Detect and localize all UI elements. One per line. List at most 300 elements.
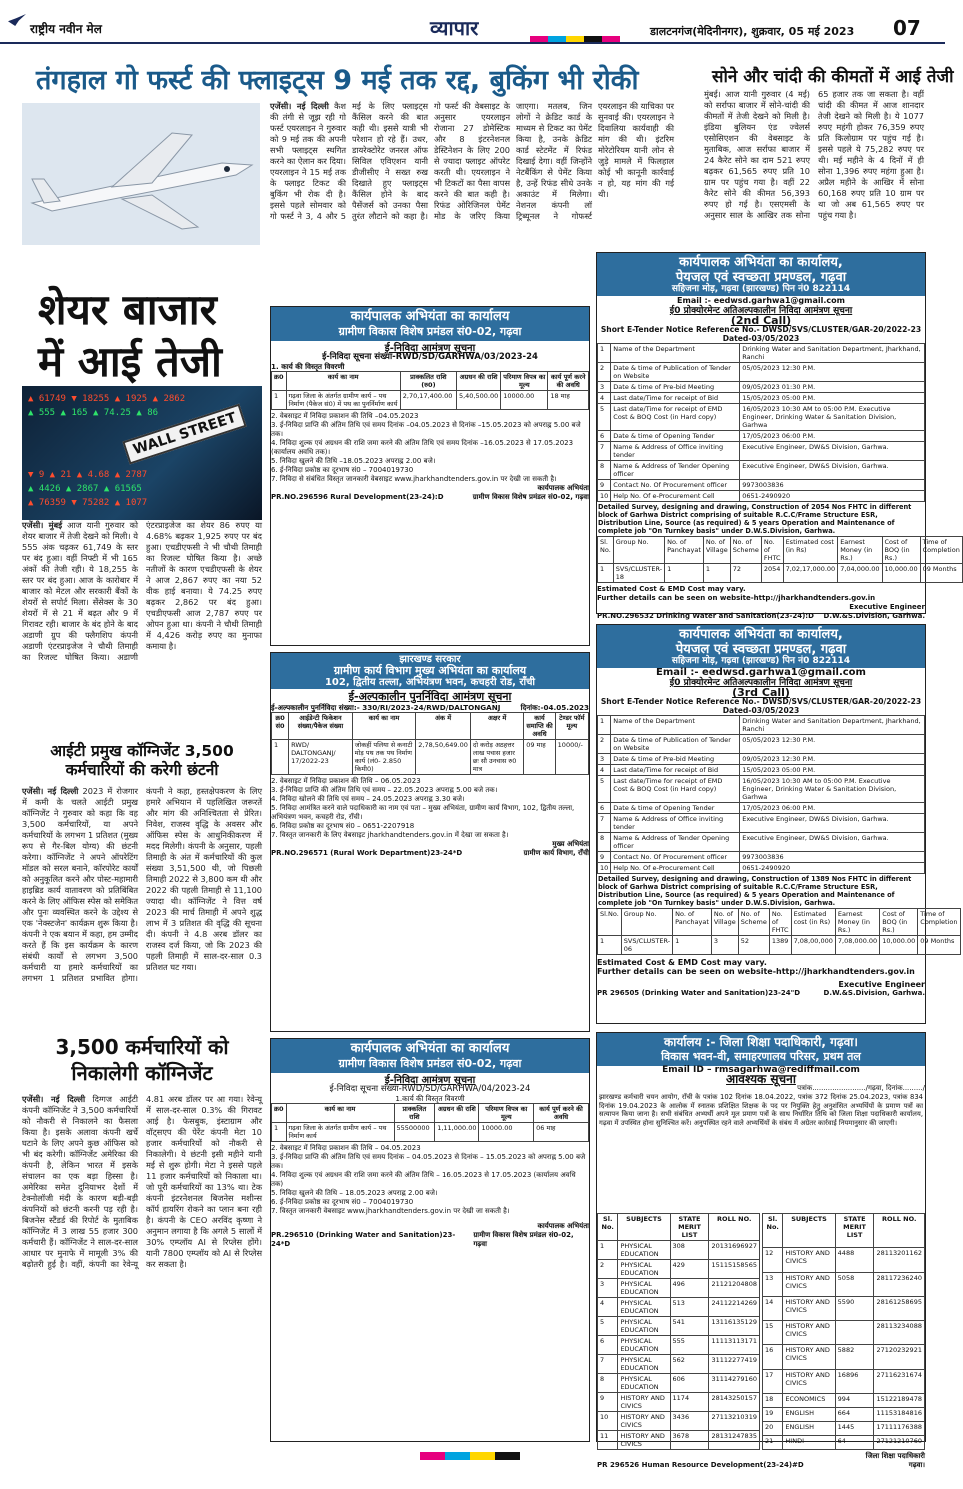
table-cell: Group No. xyxy=(621,909,672,936)
table-cell: HISTORY AND CIVICS xyxy=(783,1248,835,1272)
table-cell: 5 xyxy=(598,776,611,803)
table-row xyxy=(598,442,925,461)
ranchi-ref-date: दिनांक:-04.05.2023 xyxy=(520,703,589,712)
ranchi-dept: ग्रामीण कार्य विभाग मुख्य अभियंता का कार्यालय xyxy=(333,664,527,677)
table-cell: 18 माह xyxy=(548,391,589,410)
table-header-cell: परिमाण विपत्र का मूल्य xyxy=(501,372,548,391)
table-cell: Last date/Time for receipt of EMD Cost & BOQ Cost (in Hard copy) xyxy=(611,404,740,431)
table-row xyxy=(272,1123,589,1142)
table-cell: 429 xyxy=(670,1260,709,1279)
table-cell: Drinking Water and Sanitation Department, Jharkhand, Ranchi xyxy=(740,344,925,363)
rwd1-sign2: ग्रामीण विकास विशेष प्रमंडल सं0-02, गढ़वा xyxy=(472,493,589,501)
dse-office2: विकास भवन-वी, समाहरणालय परिसर, प्रथम तल xyxy=(661,1050,861,1063)
table-row xyxy=(598,852,925,863)
table-cell: ENGLISH xyxy=(783,1421,835,1435)
table-cell: 9973003836 xyxy=(740,480,925,491)
table-cell: 28161258695 xyxy=(874,1296,925,1320)
table-header-cell: SUBJECTS xyxy=(783,1214,835,1248)
table-cell: Help No. Of e-Procurement Cell xyxy=(611,863,740,874)
table-cell: 15 xyxy=(763,1321,783,1345)
table-cell: Name & Address of Tender Opening officer xyxy=(611,461,740,480)
table-cell: 6 xyxy=(598,803,611,814)
table-cell: 2 xyxy=(598,1260,618,1279)
table-cell: 7 xyxy=(598,442,611,461)
table-row xyxy=(598,1317,760,1336)
table-cell: 1 xyxy=(703,564,730,583)
table-cell: 1174 xyxy=(670,1393,709,1412)
table-row xyxy=(763,1407,925,1421)
table-cell: 28113234088 xyxy=(874,1321,925,1345)
table-cell: 09/05/2023 12:30 P.M. xyxy=(740,754,925,765)
dwsd2-pr: PR 296505 (Drinking Water and Sanitation)23-24"D xyxy=(597,989,801,997)
table-row xyxy=(598,936,961,955)
wall-street-sign: WALL STREET xyxy=(122,404,247,465)
table-cell: 8 xyxy=(598,833,611,852)
table-cell: Contact No. Of Procurement officer xyxy=(611,480,740,491)
table-header-cell: STATE MERIT LIST xyxy=(670,1214,709,1241)
dwsd2-sign2: D.W.&S.Division, Garhwa. xyxy=(823,989,925,997)
table-header-row xyxy=(272,1104,589,1123)
table-row xyxy=(272,391,589,410)
share-headline xyxy=(38,284,222,388)
table-cell: 27113210319 xyxy=(709,1412,760,1431)
rwd1-title: ई-निविदा आमंत्रण सूचना xyxy=(384,343,476,354)
airplane-photo xyxy=(22,103,260,245)
table-cell: Date & time of Publication of Tender on Website xyxy=(611,363,740,382)
table-cell: 5,40,500.00 xyxy=(456,391,500,410)
table-cell: SVS/CLUSTER-06 xyxy=(621,936,672,955)
notice-line: 6. ई-निविदा प्रकोष्ठ का दूरभाष सं0 – 7004019730 xyxy=(271,1198,414,1206)
table-cell: 19 xyxy=(763,1407,783,1421)
table-cell: 2,78,50,649.00 xyxy=(416,740,471,775)
table-header-cell: क्र0 सं0 xyxy=(272,713,289,740)
table-cell: 1 xyxy=(272,740,289,775)
table-cell: 20 xyxy=(763,1421,783,1435)
table-cell: 606 xyxy=(670,1374,709,1393)
table-row xyxy=(763,1321,925,1345)
table-cell: 5 xyxy=(598,404,611,431)
rwd2-title: ई-निविदा आमंत्रण सूचना xyxy=(384,1075,476,1086)
dwsd2-dated: Dated-03/05/2023 xyxy=(722,706,800,715)
table-cell: 5590 xyxy=(835,1296,874,1320)
table-cell: 1445 xyxy=(835,1421,874,1435)
table-cell: PHYSICAL EDUCATION xyxy=(618,1279,670,1298)
table-cell: 1,11,000.00 xyxy=(435,1123,479,1142)
table-cell: 7 xyxy=(598,1355,618,1374)
table-cell: 555 xyxy=(670,1336,709,1355)
table-cell: Executive Engineer, DW&S Division, Garhwa. xyxy=(740,833,925,852)
table-cell: Date & time of Opening Tender xyxy=(611,803,740,814)
table-cell: 2 xyxy=(598,735,611,754)
table-cell: HISTORY AND CIVICS xyxy=(618,1431,670,1450)
table-cell: No. of Village xyxy=(703,537,730,564)
table-cell: Date & time of Pre-bid Meeting xyxy=(611,382,740,393)
table-cell: 10,000.00 xyxy=(882,564,920,583)
table-cell: Name & Address of Office inviting tender xyxy=(611,442,740,461)
cognizant1-byline: एजेंसी। नई दिल्ली xyxy=(22,786,79,796)
share-text: आज यानी गुरुवार को शेयर बाजार में तेजी देखने को मिली। ये 555 अंक चढ़कर 61,749 के स्तर पर बंद हुआ। वहीं निफ्टी में भी 165 अंकों की तेजी रही। ये 18,255 के स्तर पर बंद हुआ। आज के कारोबार में बाजार को मेटल और सरकारी बैंकों के शेयरों से सपोर्ट मिला। सेंसेक्स के 30 शेयरों में से 21 में बढ़त और 9 में गिरावट रही। बाजार के बंद होने के बाद अडाणी ग्रुप की फ्लैगशिप कंपनी अडाणी एंटरप्राइजेज ने चौथी तिमाही का रिजल्ट घोषित किया। अडाणी एंटरप्राइजेज का शेयर 86 रुपए या 4.68% बढ़कर 1,925 रुपए पर बंद हुआ। एचडीएफसी ने भी चौथी तिमाही का रिजल्ट घोषित किया है। अच्छे नतीजों के कारण एचडीएफसी के शेयर ने आज 2,867 रुपए का नया 52 वीक हाई बनाया। ये 74.25 रुपए बढ़कर 2,862 पर बंद हुआ। एचडीएफसी आज 2,787 रुपए पर ओपन हुआ था। कंपनी ने चौथी तिमाही में 4,426 करोड़ रुपए का मुनाफा कमाया है। xyxy=(22,520,262,662)
table-header-cell: STATE MERIT LIST xyxy=(835,1214,874,1248)
table-cell: 3 xyxy=(711,936,738,955)
table-cell: 09 Months xyxy=(918,936,960,955)
table-row xyxy=(598,491,925,502)
table-row xyxy=(598,1279,760,1298)
table-cell: Name of the Department xyxy=(611,716,740,735)
dwsd2-note1: Estimated Cost & EMD Cost may vary. xyxy=(597,958,767,967)
table-cell: 20131696927 xyxy=(709,1241,760,1260)
dwsd2-call: (3rd Call) xyxy=(732,686,790,699)
table-cell: PHYSICAL EDUCATION xyxy=(618,1317,670,1336)
table-header-cell: कार्य पूर्ण करने की अवधि xyxy=(548,372,589,391)
table-cell: 0651-2490920 xyxy=(740,491,925,502)
table-cell: Cost of BOQ (in Rs.) xyxy=(882,537,920,564)
table-cell: 1 xyxy=(598,344,611,363)
table-header-cell: SUBJECTS xyxy=(618,1214,670,1241)
rwd2-office: कार्यपालक अभियंता का कार्यालय xyxy=(350,1041,510,1056)
table-row xyxy=(598,344,925,363)
cognizant2-text: दिग्गज आईटी कंपनी कॉग्निजेंट ने 3,500 कर्मचारियों को नौकरी से निकालने का फैसला किया है। इसके अलावा कंपनी खर्चे घटाने के लिए अपने कुछ ऑफिस को भी बंद करेगी। कॉग्निजेंट अमेरिका की कंपनी है, लेकिन भारत में इसके संचालन का एक बड़ा हिस्सा है। अमेरिका समेत दुनियाभर देशों में टेक्नोलॉजी मंदी के कारण बड़ी-बड़ी कंपनियों को छंटनी करनी पड़ रही है। बिजनेस स्टैंडर्ड की रिपोर्ट के मुताबिक कॉग्निजेंट में 3 लाख 55 हजार 300 कर्मचारी हैं। कॉग्निजेंट ने साल-दर-साल आधार पर मुनाफे में मामूली 3% की बढ़ोतरी हुई है। वहीं, कंपनी का रेवेन्यू 4.81 अरब डॉलर पर आ गया। रेवेन्यू में साल-दर-साल 0.3% की गिरावट आई है। फेसबुक, इंस्टाग्राम और वॉट्सएप की पेरेंट कंपनी मेटा 10 हजार कर्मचारियों को नौकरी से निकालेगी। ये छंटनी इसी महीने यानी मई से शुरू होगी। मेटा ने इससे पहले 11 हजार कर्मचारियों को निकाला था। जो पूरी कर्मचारियों का 13% था। टेक कंपनी इंटरनेशनल बिजनेस मशीन्स कॉर्प हायरिंग रोकने का प्लान बना रही है। कंपनी के CEO अरविंद कृष्णा ने अनुमान लगाया है कि अगले 5 सालों में 30% एम्प्लॉय AI से रिप्लेस होंगे। यानी 7800 एम्प्लॉय को AI से रिप्लेस कर सकता है। xyxy=(22,1094,262,1269)
table-cell: 5882 xyxy=(835,1345,874,1369)
table-row xyxy=(763,1248,925,1272)
cognizant1-text: 2023 में रोजगार में कमी के चलते आईटी प्रमुख कॉग्निजेंट ने गुरुवार को कहा कि वह 3,500 कर्मचारियों, या अपने कर्मचारियों के लगभग 1 प्रतिशत (मुख्य रूप से गैर-बिल योग्य) की छंटनी करेगा। कॉग्निजेंट ने अपने ऑपरेटिंग मॉडल को सरल बनाने, कॉरपोरेट कार्यों को अनुकूलित करने और पोस्ट-महामारी हाइब्रिड कार्य वातावरण को प्रतिबिंबित करने के लिए ऑफिस स्पेस को समेकित और पुनः व्यवस्थित करने के उद्देश्य से एक 'नेक्स्टजेन' कार्यक्रम शुरू किया है। कंपनी ने एक बयान में कहा, हम उम्मीद करते हैं कि इस कार्यक्रम के कारण संबंधी कार्यों से लगभग 3,500 कर्मचारी या हमारे कर्मचारियों का लगभग 1 प्रतिशत प्रभावित होगा। कंपनी ने कहा, हस्तक्षेपकरण के लिए हमारे अभियान में पहलिखित जरूरतें और मांग की अनिश्चितता से प्रेरित। निवेश, राजस्व वृद्धि के अवसर और ऑफिस स्पेस के आधुनिकीकरण में मदद मिलेगी। कंपनी के अनुसार, पहली तिमाही के अंत में कर्मचारियों की कुल संख्या 3,51,500 थी, जो पिछली तिमाही 2022 से 3,800 कम थी और 2022 की पहली तिमाही से 11,100 ज्यादा थी। कॉग्निजेंट ने वित्त वर्ष 2023 की मार्च तिमाही में अपने शुद्ध लाभ में 3 प्रतिशत की वृद्धि की सूचना दी। कंपनी ने 4.8 अरब डॉलर का राजस्व दर्ज किया, जो कि 2023 की पहली तिमाही में साल-दर-साल 0.3 प्रतिशत घट गया। xyxy=(22,786,262,983)
ranchi-sign: मुख्य अभियंता xyxy=(552,840,589,848)
rwd1-work-heading: 1. कार्य की विस्तृत विवरणी xyxy=(271,362,345,371)
table-cell: 05/05/2023 12:30 P.M. xyxy=(740,735,925,754)
table-cell: 09 Months xyxy=(920,564,962,583)
dwsd1-note2: Further details can be seen on website-http://jharkhandtenders.gov.in xyxy=(597,594,876,602)
notice-line: 3. ई-निविदा प्राप्ति की अंतिम तिथि एवं समय दिनांक –04.05.2023 से दिनांक –15.05.2023 को अपराह्न 5.00 बजे तक। xyxy=(271,421,581,438)
table-cell: 9973003836 xyxy=(740,852,925,863)
table-cell: 10,000.00 xyxy=(880,936,918,955)
table-cell: 7 xyxy=(598,814,611,833)
table-cell: 31114279160 xyxy=(709,1374,760,1393)
table-cell: 2054 xyxy=(761,564,783,583)
table-cell: 27116231674 xyxy=(874,1369,925,1393)
table-cell: 3 xyxy=(598,1279,618,1298)
dwsd2-work-table xyxy=(597,908,961,955)
dwsd2-hindi-title: ई0 प्रोक्योरमेन्ट अतिअल्पकालीन निविदा आमंत्रण सूचना xyxy=(669,678,853,688)
notice-line: 6. ई-निविदा प्रकोष्ठ का दूरभाष सं0 – 7004019730 xyxy=(271,466,414,474)
table-cell: 8 xyxy=(598,1374,618,1393)
table-cell: Sl. No. xyxy=(598,537,614,564)
rwd2-ref: ई-निविदा सूचना संख्या-RWD/SD/GARHWA/04/2023-24 xyxy=(329,1084,531,1094)
table-row xyxy=(763,1435,925,1449)
rwd1-office2: ग्रामीण विकास विशेष प्रमंडल सं0-02, गढ़वा xyxy=(338,325,522,338)
rwd2-sign2: ग्रामीण विकास विशेष प्रमंडल सं0-02, गढ़वा xyxy=(473,1231,574,1248)
table-cell: 05/05/2023 12:30 P.M. xyxy=(740,363,925,382)
rwd2-work-table xyxy=(271,1103,589,1142)
table-cell: 14 xyxy=(763,1296,783,1320)
table-cell: Group No. xyxy=(613,537,664,564)
table-header-cell: ROLL NO. xyxy=(709,1214,760,1241)
table-cell: HINDI xyxy=(783,1435,835,1449)
table-row xyxy=(598,1374,760,1393)
table-cell: HISTORY AND CIVICS xyxy=(783,1272,835,1296)
table-cell: दो करोड़ अठहत्तर लाख पचास हजार छः सौ उनचास रु0 मात्र xyxy=(470,740,523,775)
notice-line: 5. निविदा खुलने की तिथि – 18.05.2023 अपराह्न 2.00 बजे। xyxy=(271,1189,438,1197)
table-cell: 8 xyxy=(598,461,611,480)
table-cell: Earnest Money (in Rs.) xyxy=(838,537,882,564)
table-cell: 72 xyxy=(730,564,761,583)
table-row xyxy=(598,803,925,814)
rwd1-ref: ई-निविदा सूचना संख्या-RWD/SD/GARHWA/03/2023-24 xyxy=(322,352,538,362)
table-cell: 11 xyxy=(598,1431,618,1450)
color-registration-bar xyxy=(530,36,620,42)
dse-sign: जिला शिक्षा पदाधिकारी xyxy=(865,1452,925,1460)
dwsd1-office: कार्यपालक अभियंता का कार्यालय, xyxy=(679,255,843,270)
dwsd2-address: सहिजना मोड़, गढ़वा (झारखण्ड) पिन नं0 822114 xyxy=(671,656,851,666)
table-row xyxy=(598,1431,760,1450)
table-row xyxy=(763,1296,925,1320)
table-header-cell: अग्रधन की राशि xyxy=(435,1104,479,1123)
rwd1-office: कार्यपालक अभियंता का कार्यालय xyxy=(350,309,510,324)
table-row xyxy=(272,740,589,775)
table-cell: HISTORY AND CIVICS xyxy=(618,1393,670,1412)
cognizant1-headline: आईटी प्रमुख कॉग्निजेंट 3,500 कर्मचारियों की करेगी छंटनी xyxy=(50,742,234,779)
dwsd2-work: Detailed Survey, designing and drawing, Construction of 1389 Nos FHTC in different block of Garhwa District comprising of suitable R.C.C/Frame Structure ESR, Distribution Line, Source (as required) & 5 years Operation and Maintenance of complete job "On Turnkey basis" under D.W.S.Division, Garhwa. xyxy=(598,875,912,907)
notice-line: 5. निविदा खुलने की तिथि –18.05.2023 अपराह्न 2.00 बजे। xyxy=(271,457,436,465)
table-row xyxy=(598,431,925,442)
table-header-cell: आईडेन्टी फिकेशन संख्या/पैकेज संख्या xyxy=(289,713,353,740)
table-cell: Estimated cost (in Rs) xyxy=(783,537,838,564)
dwsd1-sign2: D.W.&S.Division, Garhwa. xyxy=(823,612,925,620)
table-row xyxy=(598,393,925,404)
table-cell: HISTORY AND CIVICS xyxy=(783,1321,835,1345)
dwsd1-email: Email :- eedwsd.garhwa1@gmail.com xyxy=(677,296,845,305)
table-cell: 11153184816 xyxy=(874,1407,925,1421)
dwsd2-ref: Short E-Tender Notice Reference No.- DWSD/SVS/CLUSTER/GAR-20/2022-23 xyxy=(600,697,922,706)
table-cell: 64 xyxy=(835,1435,874,1449)
table-cell: 10000/- xyxy=(555,740,588,775)
table-cell: 2,70,17,400.00 xyxy=(400,391,456,410)
cognizant2-headline: 3,500 कर्मचारियों को निकालेगी कॉग्निजेंट xyxy=(55,1035,229,1085)
table-row xyxy=(598,1298,760,1317)
table-cell: Name of the Department xyxy=(611,344,740,363)
table-row xyxy=(598,833,925,852)
ranchi-govt: झारखण्ड सरकार xyxy=(399,654,461,665)
table-header-cell: प्राक्कलित राशि xyxy=(394,1104,435,1123)
rwd2-work-heading: 1.कार्य की विस्तृत विवरणी xyxy=(395,1094,465,1103)
table-row xyxy=(598,735,925,754)
table-header-cell: कार्य समाप्ति की अवधि xyxy=(524,713,555,740)
notice-line: 7. विस्तृत जानकारी के लिए वेबसाइट jharkhandtenders.gov.in में देखा जा सकता है। xyxy=(271,831,509,839)
table-header-row xyxy=(272,372,589,391)
table-cell: 31112277419 xyxy=(709,1355,760,1374)
table-row xyxy=(598,461,925,480)
table-row xyxy=(598,765,925,776)
table-cell: Time of Completion xyxy=(920,537,962,564)
table-cell: 10000.00 xyxy=(479,1123,534,1142)
table-cell: No. of Scheme xyxy=(738,909,769,936)
table-cell: 6 xyxy=(598,1336,618,1355)
stock-board-photo: ▲ 61749 ▼ 18255 ▲ 1925 ▲ 2862 ▲ 555 ▲ 165 ▲ 74.25 ▲ 86 ▼ 9 ▲ 21 ▲ 4.68 ▲ 2787 ▲ 4426 ▲ 2867 ▲ 61565 ▲ 76359 ▼ 75282 ▲ 1077 WALL STREET xyxy=(22,386,262,520)
table-cell: 1 xyxy=(665,564,704,583)
notice-line: 2. वेबसाइट में निविदा प्रकाशन की तिथि –04.05.2023 xyxy=(271,412,419,420)
table-cell: 28131247835 xyxy=(709,1431,760,1450)
table-cell: Date & time of Pre-bid Meeting xyxy=(611,754,740,765)
table-cell: 4488 xyxy=(835,1248,874,1272)
table-cell: PHYSICAL EDUCATION xyxy=(618,1336,670,1355)
table-header-cell: प्राक्कलित राशि (रु0) xyxy=(400,372,456,391)
table-cell: जोकहीं पलिया से कनाटी मोड़ पथ तक पथ निर्माण कार्य (लं0- 2.850 किमी0) xyxy=(352,740,416,775)
table-cell: No. of Village xyxy=(711,909,738,936)
rwd1-sign: कार्यपालक अभियंता xyxy=(537,484,589,492)
table-cell xyxy=(835,1321,874,1345)
table-cell: 664 xyxy=(835,1407,874,1421)
dwsd1-address: सहिजना मोड़, गढ़वा (झारखण्ड) पिन नं0 822114 xyxy=(671,284,851,294)
lead-byline: एजेंसी। नई दिल्ली xyxy=(270,101,329,111)
table-row xyxy=(598,814,925,833)
table-cell: 17 xyxy=(763,1369,783,1393)
table-cell: Date & time of Opening Tender xyxy=(611,431,740,442)
table-cell: No. of Panchayat xyxy=(673,909,712,936)
cognizant1-body xyxy=(22,786,262,1022)
table-cell: 15115158565 xyxy=(709,1260,760,1279)
table-cell: Sl.No. xyxy=(598,909,622,936)
table-row xyxy=(598,480,925,491)
share-byline: एजेंसी। मुंबई xyxy=(22,520,63,530)
rwd1-notes xyxy=(271,412,589,484)
table-cell: RWD/ DALTONGANJ/ 17/2022-23 xyxy=(289,740,353,775)
table-cell: 10 xyxy=(598,1412,618,1431)
table-cell: No. of Panchayat xyxy=(665,537,704,564)
dse-text: झारखण्ड कर्मचारी चयन आयोग, राँची के पत्रांक 102 दिनांक 18.04.2022, पत्रांक 372 दिनांक 25.04.2023, पत्रांक 834 दिनांक 19.04.2023 के आलोक में स्नातक प्रशिक्षित शिक्षक के पद पर नियुक्ति हेतु अनुशंसित अभ्यर्थियों के प्रमाण पत्रों का सत्यापन किया जाना है। सभी संबंधित अभ्यर्थी अपने मूल प्रमाण पत्रों के साथ निर्धारित तिथि को जिला शिक्षा पदाधिकारी कार्यालय, गढ़वा में उपस्थित होना सुनिश्चित करें। अनुपस्थित रहने वाले अभ्यर्थियों के संबंध में अग्रेतर कार्रवाई नियमानुसार की जाएगी। xyxy=(599,1093,923,1127)
table-cell: SVS/CLUSTER-18 xyxy=(613,564,664,583)
gold-headline: सोने और चांदी की कीमतों में आई तेजी xyxy=(712,67,954,87)
table-cell: Date & time of Publication of Tender on Website xyxy=(611,735,740,754)
rwd2-sign: कार्यपालक अभियंता xyxy=(537,1222,589,1230)
table-cell: 16/05/2023 10:30 AM to 05:00 P.M. Executive Engineer, Drinking Water & Sanitation Division, Garhwa xyxy=(740,776,925,803)
table-cell: Last date/Time for receipt of EMD Cost & BOQ Cost (in Hard copy) xyxy=(611,776,740,803)
section-title: व्यापार xyxy=(430,16,479,40)
rwd2-notes xyxy=(271,1144,589,1216)
table-cell: 1 xyxy=(598,564,614,583)
rwd2-pr: PR.296510 (Drinking Water and Sanitation)23-24*D xyxy=(271,1231,456,1248)
rwd1-work-table xyxy=(271,371,589,410)
table-cell: 10 xyxy=(598,491,611,502)
tender-rwd-ranchi xyxy=(270,652,590,1032)
lead-headline: तंगहाल गो फर्स्ट की फ्लाइट्स 9 मई तक रद्द, बुकिंग भी रोकी xyxy=(36,65,639,96)
table-cell: 27120232921 xyxy=(874,1345,925,1369)
table-cell: ENGLISH xyxy=(783,1407,835,1421)
dwsd1-hindi-title: ई0 प्रोक्योरमेन्ट अतिअल्पकालीन निविदा आमंत्रण सूचना xyxy=(669,306,853,316)
table-cell: 55500000 xyxy=(394,1123,435,1142)
table-row xyxy=(598,537,963,564)
dwsd1-schedule-table xyxy=(597,343,925,502)
table-cell: Contact No. Of Procurement officer xyxy=(611,852,740,863)
table-cell: 5 xyxy=(598,1317,618,1336)
share-headline-l2: में आई तेजी xyxy=(38,337,222,386)
dse-pr: PR 296526 Human Resource Development(23-24)#D xyxy=(597,1461,804,1469)
table-row xyxy=(598,363,925,382)
table-cell: 496 xyxy=(670,1279,709,1298)
notice-line: 3. ई-निविदा प्राप्ति की अंतिम तिथि एवं समय – 22.05.2023 अपराह्न 5.00 बजे तक। xyxy=(271,786,498,794)
table-row xyxy=(598,909,961,936)
table-row xyxy=(598,716,925,735)
table-header-cell: अक्षर में xyxy=(470,713,523,740)
tender-rwd-03 xyxy=(270,306,590,646)
table-cell: 1389 xyxy=(769,936,791,955)
table-cell: 06 माह xyxy=(534,1123,589,1142)
table-row xyxy=(763,1393,925,1407)
table-header-cell: कार्य का नाम xyxy=(286,372,400,391)
table-cell: Estimated cost (in Rs) xyxy=(791,909,835,936)
table-cell: 13 xyxy=(763,1272,783,1296)
table-cell: Last date/Time for receipt of Bid xyxy=(611,765,740,776)
table-cell: Earnest Money (in Rs.) xyxy=(835,909,879,936)
dwsd2-office: कार्यपालक अभियंता का कार्यालय, xyxy=(679,627,843,642)
dwsd2-email: Email :- eedwsd.garhwa1@gmail.com xyxy=(656,667,866,678)
notice-line: 4. निविदा शुल्क एवं अग्रधन की राशि जमा करने की अंतिम तिथि एवं समय दिनांक –16.05.2023 से 17.05.2023 (कार्यालय अवधि तक)। xyxy=(271,439,574,456)
table-cell: 18 xyxy=(763,1393,783,1407)
table-cell: 1 xyxy=(598,716,611,735)
table-cell: 27121210760 xyxy=(874,1435,925,1449)
table-row xyxy=(763,1272,925,1296)
table-cell: 7,04,000.00 xyxy=(838,564,882,583)
table-cell: Executive Engineer, DW&S Division, Garhwa. xyxy=(740,461,925,480)
notice-line: 4. निविदा शुल्क एवं अग्रधन की राशि जमा करने की अंतिम तिथि – 16.05.2023 से 17.05.2023 (कार्यालय अवधि तक) xyxy=(271,1171,576,1188)
dwsd1-office2: पेयजल एवं स्वच्छता प्रमण्डल, गढ़वा xyxy=(675,270,847,285)
tender-dwsd-3rd-call xyxy=(596,624,958,1024)
table-cell: 28117236240 xyxy=(874,1272,925,1296)
notice-line: 4. निविदा खोलने की तिथि एवं समय – 24.05.2023 अपराह्न 3.30 बजे। xyxy=(271,795,465,803)
table-cell: 12 xyxy=(763,1248,783,1272)
table-cell: HISTORY AND CIVICS xyxy=(783,1369,835,1393)
notice-line: 7. निविदा से संबंधित विस्तृत जानकारी वेबसाइट www.jharkhandtenders.gov.in पर देखी जा सकती है। xyxy=(271,475,557,483)
table-cell: 28143250157 xyxy=(709,1393,760,1412)
table-cell: No. of FHTC xyxy=(769,909,791,936)
dwsd1-work-table xyxy=(597,536,963,583)
dwsd2-note2: Further details can be seen on website-http://jharkhandtenders.gov.in xyxy=(597,967,915,976)
dse-title: आवश्यक सूचना xyxy=(726,1072,796,1086)
table-cell: Name & Address of Office inviting tender xyxy=(611,814,740,833)
table-row xyxy=(598,382,925,393)
table-cell: 10000.00 xyxy=(501,391,548,410)
table-cell: 7,08,000.00 xyxy=(835,936,879,955)
table-header-cell: अग्रधन की राशि xyxy=(456,372,500,391)
dwsd1-call: (2nd Call) xyxy=(730,314,792,327)
rwd2-office2: ग्रामीण विकास विशेष प्रमंडल सं0-02, गढ़वा xyxy=(338,1057,522,1070)
table-cell: 16/05/2023 10:30 AM to 05:00 P.M. Executive Engineer, Drinking Water & Sanitation Division, Garhwa xyxy=(740,404,925,431)
dwsd1-pr: PR.NO.296532 Drinking Water and Sanitation(23-24):D xyxy=(597,612,814,620)
table-cell: No. of FHTC xyxy=(761,537,783,564)
table-cell: Time of Completion xyxy=(918,909,960,936)
table-cell: 562 xyxy=(670,1355,709,1374)
dwsd2-schedule-table xyxy=(597,715,925,874)
dwsd1-dated: Dated-03/05/2023 xyxy=(722,334,800,343)
table-header-row xyxy=(763,1214,925,1248)
notice-line: 7. विस्तृत जानकारी वेबसाइट www.jharkhandtenders.gov.in पर देखी जा सकती है। xyxy=(271,1207,510,1215)
dse-table-right xyxy=(762,1213,925,1450)
table-cell: 3436 xyxy=(670,1412,709,1431)
table-cell: Drinking Water and Sanitation Department, Jharkhand, Ranchi xyxy=(740,716,925,735)
table-row xyxy=(598,1241,760,1260)
dse-ref: पत्रांक......................../गढ़वा, दिनांक........./ xyxy=(797,1084,925,1092)
cognizant2-byline: एजेंसी। नई दिल्ली xyxy=(22,1094,86,1104)
table-row xyxy=(598,1336,760,1355)
table-cell: ECONOMICS xyxy=(783,1393,835,1407)
table-header-cell: कार्य का नाम xyxy=(286,1104,394,1123)
table-cell: 0651-2490920 xyxy=(740,863,925,874)
table-cell: 1 xyxy=(272,391,287,410)
table-cell: 3678 xyxy=(670,1431,709,1450)
table-cell: PHYSICAL EDUCATION xyxy=(618,1298,670,1317)
paper-name: राष्ट्रीय नवीन मेल xyxy=(30,22,102,36)
table-header-cell: कार्य पूर्ण करने की अवधि xyxy=(534,1104,589,1123)
table-cell: 994 xyxy=(835,1393,874,1407)
table-header-cell: Sl. No. xyxy=(763,1214,783,1248)
table-cell: 24112214269 xyxy=(709,1298,760,1317)
